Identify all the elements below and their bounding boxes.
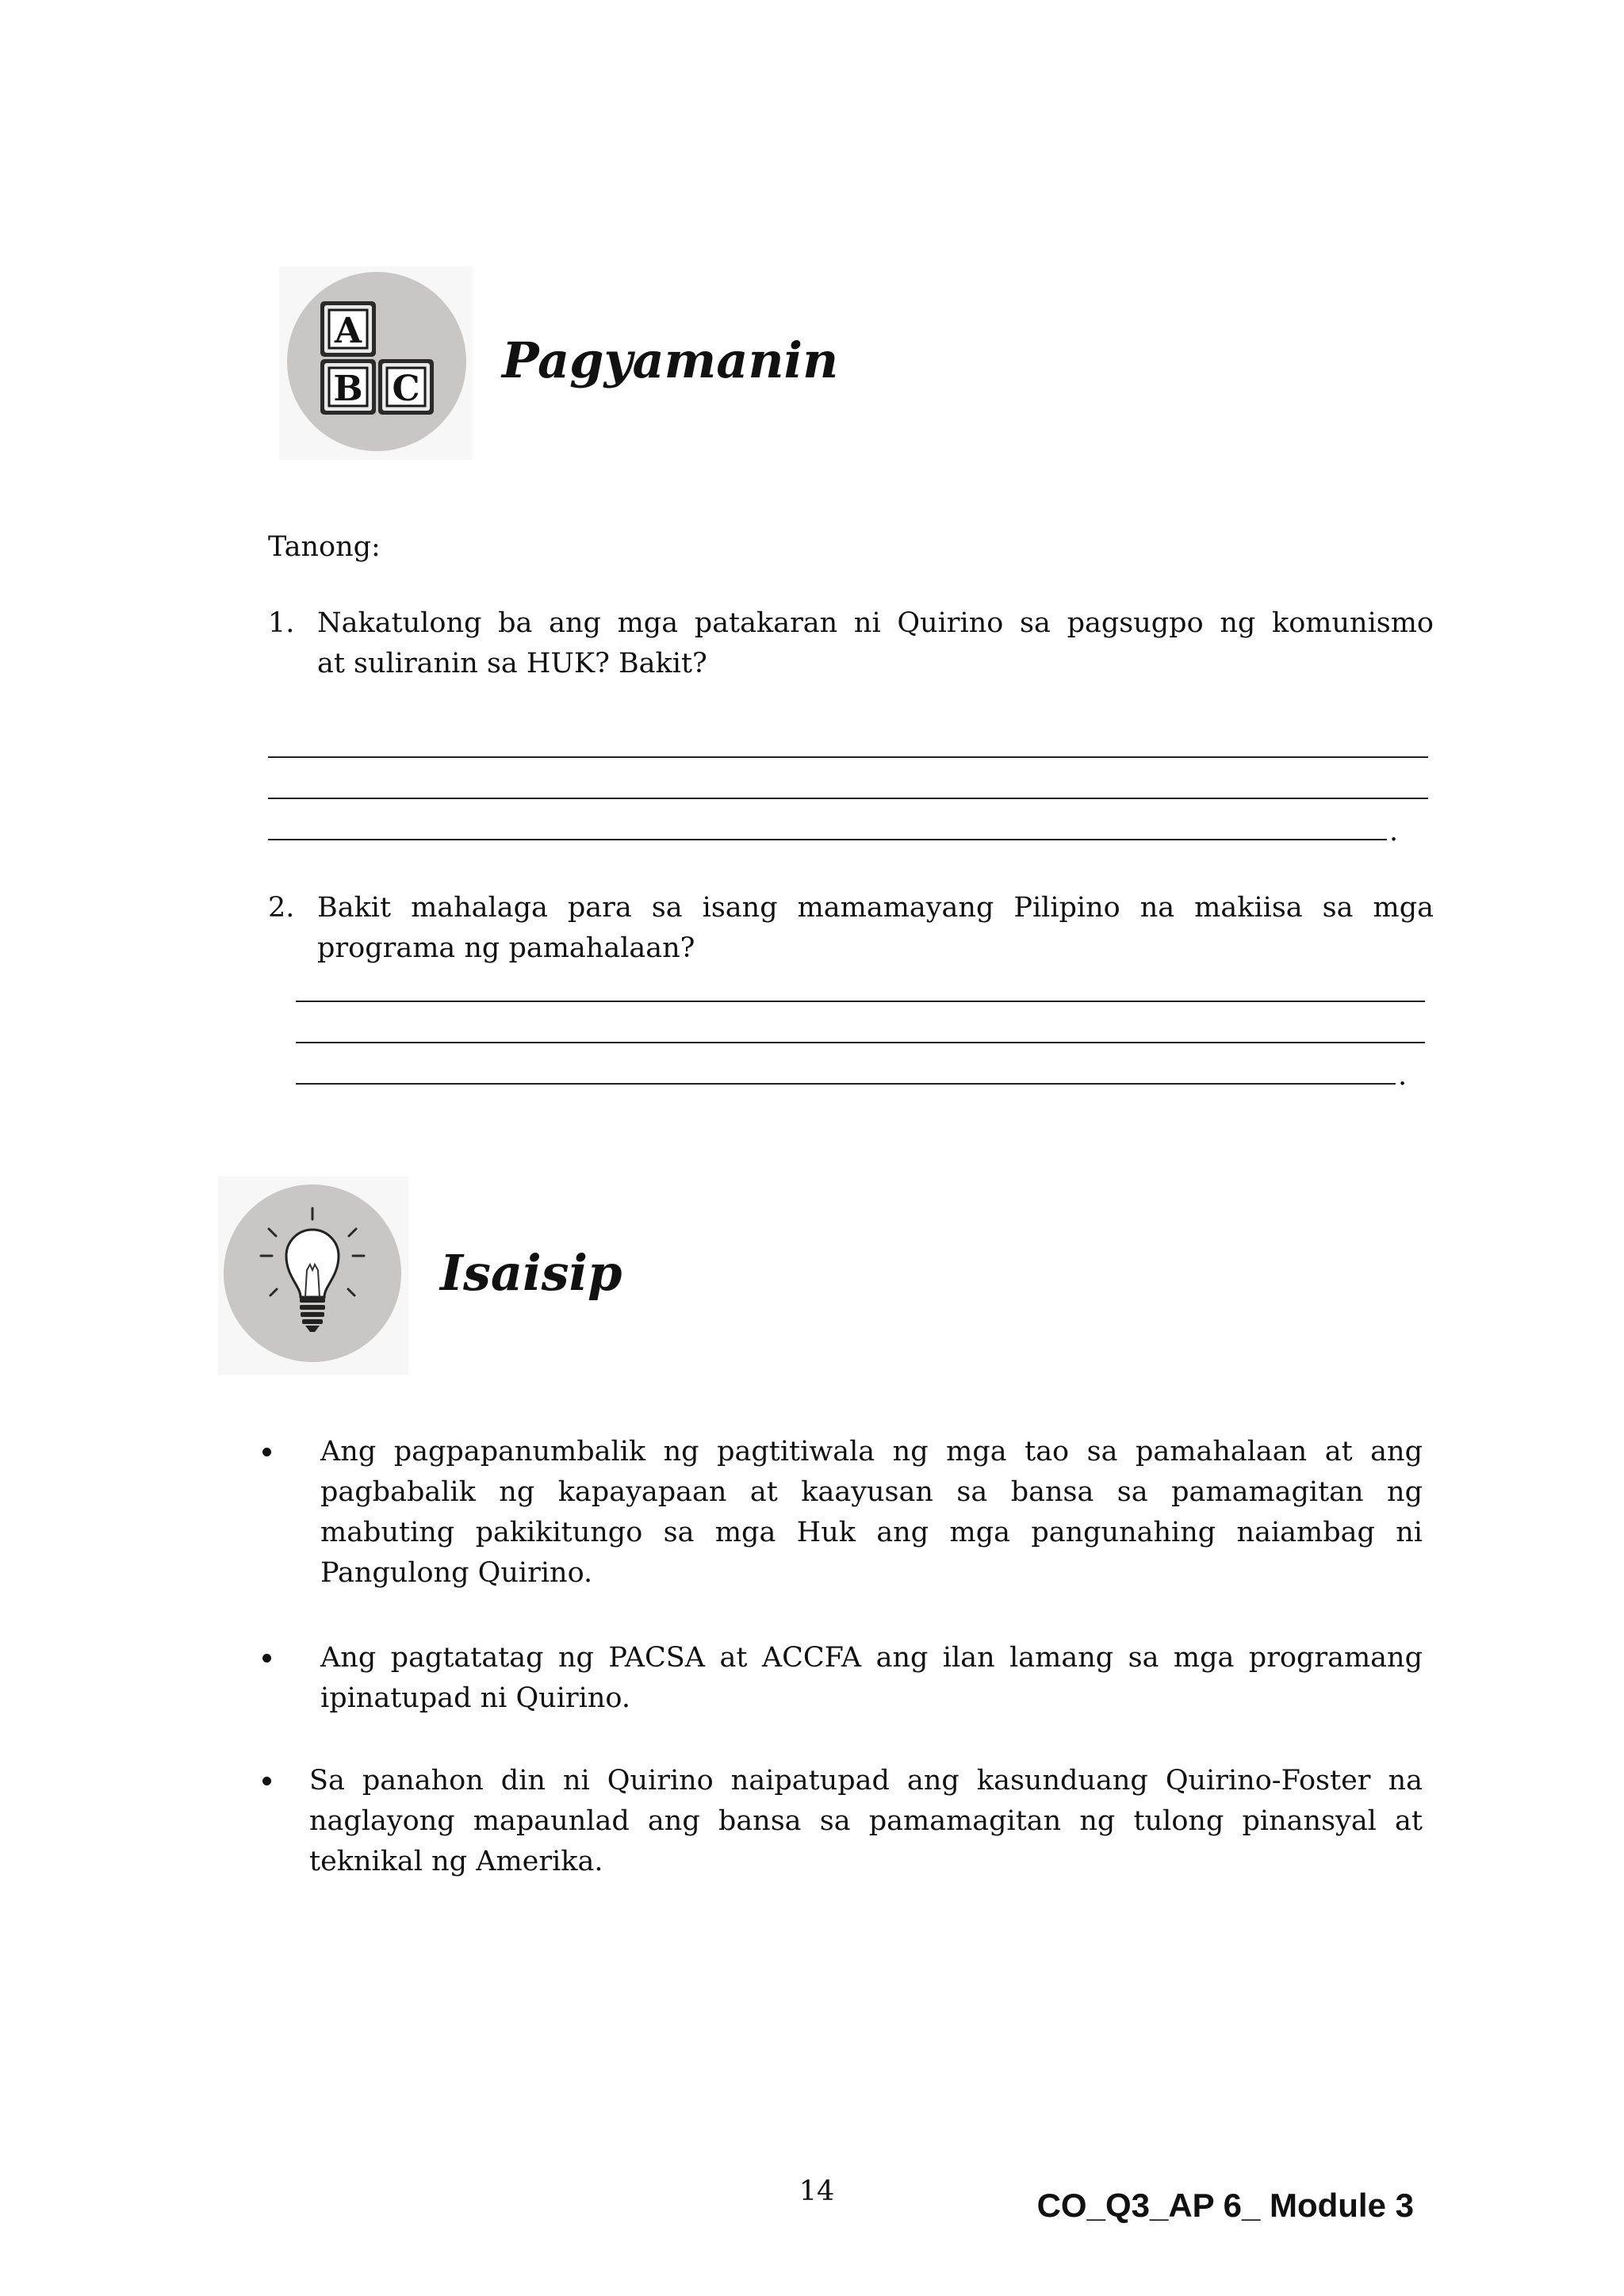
- list-item-line: naglayong mapaunlad ang bansa sa pamamagitan ng tulong pinansyal at: [309, 1805, 1423, 1837]
- page-number: 14: [799, 2175, 835, 2207]
- question-text: [317, 603, 1434, 684]
- list-item-line: Ang pagtatatag ng PACSA at ACCFA ang ilan lamang sa mga programang: [320, 1642, 1423, 1674]
- abc-blocks-icon: [279, 266, 473, 460]
- list-item-line: mabuting pakikitungo sa mga Huk ang mga pangunahing naiambag ni: [320, 1517, 1423, 1548]
- section-title-pagyamanin: Pagyamanin: [502, 331, 839, 389]
- svg-text:B: B: [333, 369, 363, 409]
- block-b-icon: [320, 359, 376, 415]
- list-item: [320, 1432, 1423, 1594]
- list-item-line: pagbabalik ng kapayapaan at kaayusan sa bansa sa pamamagitan ng: [320, 1476, 1423, 1508]
- question-text: [317, 888, 1434, 969]
- answer-end-period: .: [1389, 816, 1399, 848]
- answer-blank-line: [296, 1042, 1425, 1043]
- answer-blank-line: [296, 1083, 1396, 1085]
- icon-circle: [287, 272, 466, 451]
- svg-text:C: C: [392, 369, 420, 409]
- question-number: 1.: [268, 607, 295, 639]
- answer-blank-line: [268, 839, 1387, 840]
- answer-blank-line: [296, 1001, 1425, 1002]
- question-line: programa ng pamahalaan?: [317, 932, 695, 964]
- list-item-line: ipinatupad ni Quirino.: [320, 1682, 630, 1714]
- list-item: [309, 1761, 1423, 1882]
- lightbulb-icon: [218, 1177, 408, 1375]
- block-c-icon: [378, 359, 434, 415]
- list-item: [320, 1638, 1423, 1719]
- answer-blank-line: [268, 798, 1428, 799]
- question-line: at suliranin sa HUK? Bakit?: [317, 648, 707, 679]
- questions-prompt: Tanong:: [268, 531, 381, 563]
- answer-end-period: .: [1398, 1060, 1408, 1092]
- question-line: Nakatulong ba ang mga patakaran ni Quirino sa pagsugpo ng komunismo: [317, 607, 1434, 639]
- bullet-marker: [262, 1777, 271, 1785]
- question-number: 2.: [268, 892, 295, 924]
- list-item-line: Sa panahon din ni Quirino naipatupad ang kasunduang Quirino-Foster na: [309, 1765, 1423, 1797]
- block-a-icon: [320, 301, 376, 357]
- list-item-line: teknikal ng Amerika.: [309, 1846, 603, 1877]
- answer-blank-line: [268, 756, 1428, 758]
- module-code: CO_Q3_AP 6_ Module 3: [1036, 2187, 1414, 2224]
- section-title-isaisip: Isaisip: [440, 1244, 622, 1302]
- bullet-marker: [262, 1654, 271, 1663]
- list-item-line: Ang pagpapanumbalik ng pagtitiwala ng mga tao sa pamahalaan at ang: [320, 1436, 1423, 1468]
- svg-text:A: A: [334, 311, 362, 351]
- list-item-line: Pangulong Quirino.: [320, 1557, 593, 1589]
- question-line: Bakit mahalaga para sa isang mamamayang Pilipino na makiisa sa mga: [317, 892, 1434, 924]
- bullet-marker: [262, 1448, 271, 1456]
